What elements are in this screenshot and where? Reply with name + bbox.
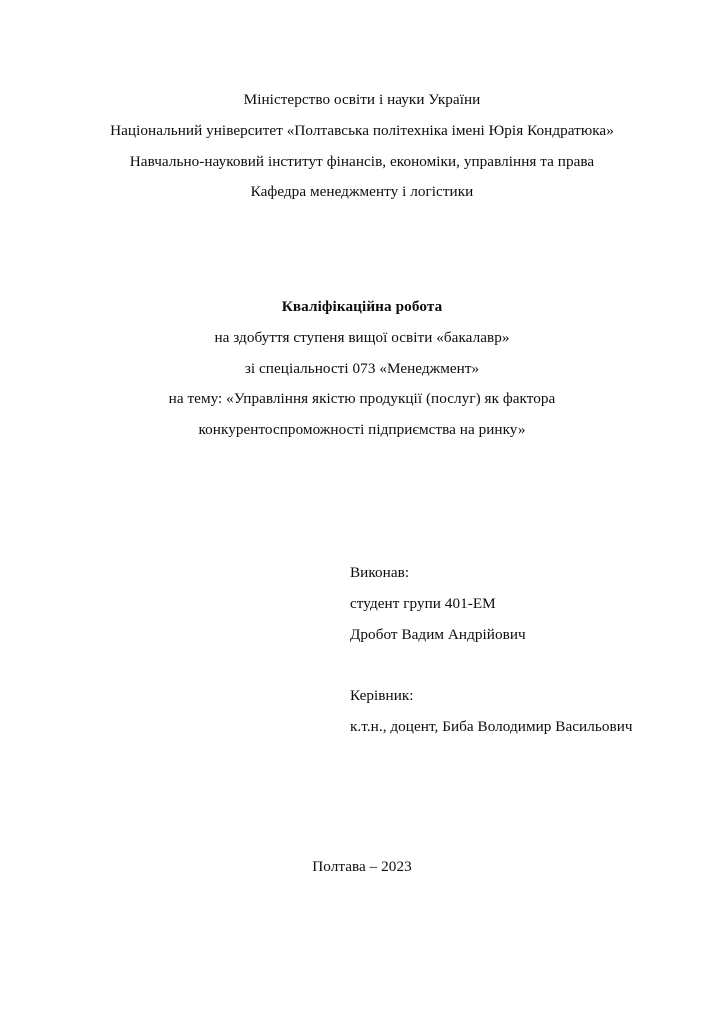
institution-header — [0, 85, 724, 208]
institute-line: Навчально-науковий інститут фінансів, економіки, управління та права — [129, 152, 595, 170]
work-title-block — [0, 292, 724, 446]
city-year-line: Полтава – 2023 — [312, 858, 412, 875]
author-block-spacer — [350, 650, 633, 681]
performed-by-label: Виконав: — [350, 564, 410, 581]
author-supervisor-block — [350, 558, 633, 743]
ministry-line: Міністерство освіти і науки України — [243, 91, 481, 108]
university-line: Національний університет «Полтавська політехніка імені Юрія Кондратюка» — [110, 121, 614, 139]
supervisor-label: Керівник: — [350, 687, 414, 705]
department-line: Кафедра менеджменту і логістики — [250, 183, 474, 201]
student-name-line: Дробот Вадим Андрійович — [350, 625, 526, 643]
theme-line-2: конкурентоспроможності підприємства на ринку» — [198, 421, 526, 439]
footer — [0, 852, 724, 883]
specialty-line: зі спеціальності 073 «Менеджмент» — [244, 359, 480, 377]
supervisor-name-line: к.т.н., доцент, Биба Володимир Васильович — [350, 717, 633, 735]
student-group-line: студент групи 401-ЕМ — [350, 594, 496, 612]
theme-line-1: на тему: «Управління якістю продукції (послуг) як фактора — [168, 390, 556, 408]
degree-line: на здобуття ступеня вищої освіти «бакалавр» — [214, 328, 510, 346]
work-type-heading: Кваліфікаційна робота — [281, 298, 443, 315]
